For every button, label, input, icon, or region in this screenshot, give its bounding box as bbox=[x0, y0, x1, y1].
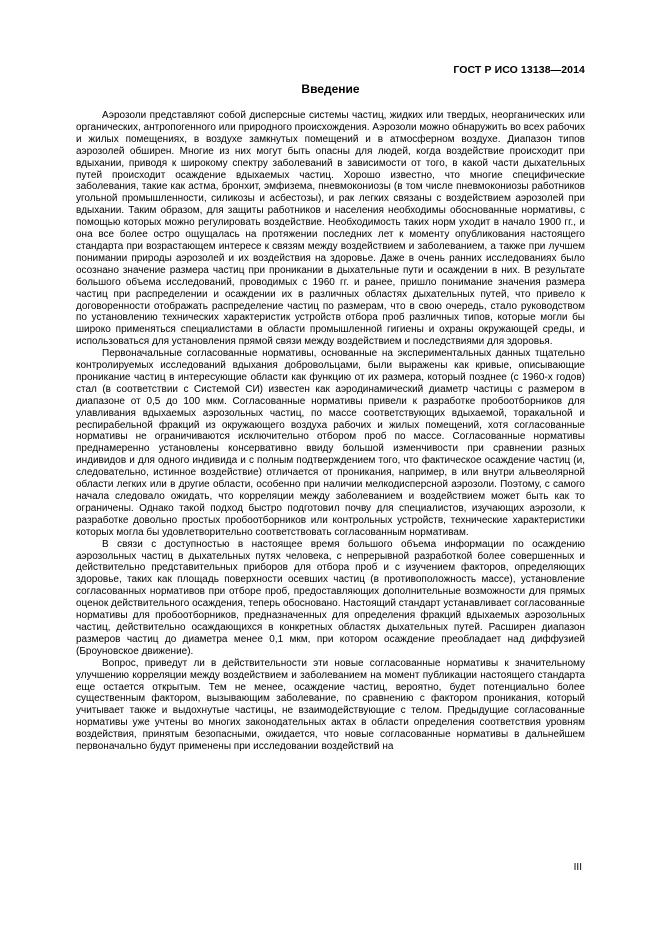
document-id-header: ГОСТ Р ИСО 13138—2014 bbox=[453, 64, 585, 76]
body-text bbox=[76, 110, 585, 753]
page-number: III bbox=[573, 862, 582, 873]
section-title: Введение bbox=[301, 82, 360, 96]
paragraph-4: Вопрос, приведут ли в действительности эти новые согласованные нормативы к значительному улучшению корреляции между воздействием и заболеванием на момент публикации настоящего стандарта еще остается открытым. Тем не менее, осаждение частиц, вероятно, будет потенциально более существенным фактором, вызывающим заболевание, по сравнению с фактором проникания, который учитывает также и выдохнутые частицы, не взаимодействующие с телом. Предыдущие согласованные нормативы уже учтены во многих законодательных актах в области определения соответствия уровням воздействия, принятым безопасными, ожидается, что новые согласованные нормативы в дальнейшем первоначально будут применены при исследовании воздействий на bbox=[76, 657, 585, 753]
paragraph-1: Аэрозоли представляют собой дисперсные системы частиц, жидких или твердых, неорганических или органических, антропогенного или природного происхождения. Аэрозоли можно обнаружить во всех рабочих и жилых помещениях, в воздухе замкнутых помещений и в атмосферном воздухе. Диапазон типов аэрозолей обширен. Многие из них могут быть опасны для людей, когда воздействие происходит при вдыхании, приводя к широкому спектру заболеваний в зависимости от того, в какой части дыхательных путей происходит осаждение вдыхаемых частиц. Хорошо известно, что многие специфические заболевания, такие как астма, бронхит, эмфизема, пневмокониозы (в том числе пневмокониозы работников угольной промышленности, силикозы и асбестозы), и рак легких связаны с воздействием аэрозолей при вдыхании. Таким образом, для защиты работников и населения необходимы обоснованные нормативы, с помощью которых можно регулировать воздействие. Необходимость таких норм уходит в начало 1900 гг., и она все более остро ощущалась на протяжении последних лет к моменту опубликования настоящего стандарта при возрастающем интересе к связям между воздействием и заболеванием, а также при лучшем понимании природы аэрозолей и их воздействия на здоровье. Даже в очень ранних исследованиях было осознано значение размера частиц при проникании в дыхательные пути и осаждении в них. В результате большого объема исследований, проводимых с 1960 гг. и ранее, пришло понимание значения размера частиц при распределении и осаждении их в различных областях дыхательных путей, что привело к договоренности отображать распределение частиц по размерам, что в свою очередь, стало руководством по установлению технических характеристик устройств отбора проб различных типов, которые могли бы широко применяться специалистами в области промышленной гигиены и охраны окружающей среды, и использоваться для установления прямой связи между воздействием и последствиями для здоровья. bbox=[76, 110, 585, 348]
paragraph-2: Первоначальные согласованные нормативы, основанные на экспериментальных данных тщательно контролируемых исследований вдыхания добровольцами, были выражены как кривые, описывающие проникание частиц в интересующие области как функцию от их размера, который позднее (с 1960-х годов) стал (в соответствии с Системой СИ) известен как аэродинамический диаметр частицы с размером в диапазоне от 0,5 до 100 мкм. Согласованные нормативы привели к разработке пробоотборников для улавливания вдыхаемых аэрозольных частиц, по массе соответствующих вдыхаемой, торакальной и респирабельной фракций из окружающего воздуха рабочих и жилых помещений, хотя согласованные нормативы не ограничиваются исключительно отбором проб по массе. Согласованные нормативы преднамеренно установлены консервативно ввиду большой изменчивости при сравнении разных индивидов и для одного индивида и с полным подтверждением того, что фактическое осаждение частиц (и, следовательно, истинное воздействие) отличается от проникания, например, в или внутри альвеолярной области легких или в другие области, особенно при наличии мелкодисперсной аэрозоли. Поэтому, с самого начала следовало ожидать, что корреляции между заболеванием и воздействием может быть как то ограничены. Однако такой подход быстро подготовил почву для специалистов, изучающих аэрозоли, к разработке довольно простых пробоотборников или контрольных устройств, технические характеристики которых могла бы удовлетворительно соответствовать согласованным нормативам. bbox=[76, 348, 585, 538]
paragraph-3: В связи с доступностью в настоящее время большого объема информации по осаждению аэрозольных частиц в дыхательных путях человека, с непрерывной разработкой более совершенных и действительно представительных приборов для отбора проб и с изучением факторов, определяющих здоровье, таких как площадь поверхности осевших частиц (в противоположность массе), установление согласованных нормативов при отборе проб, предоставляющих дополнительные возможности для прямых оценок действительного осаждения, теперь обосновано. Настоящий стандарт устанавливает согласованные нормативы для пробоотборников, предназначенных для определения фракций вдыхаемых аэрозольных частиц, действительно осаждающихся в конкретных областях дыхательных путей. Расширен диапазон размеров частиц до диаметра менее 0,1 мкм, при котором осаждение преобладает над диффузией (Броуновское движение). bbox=[76, 538, 585, 657]
